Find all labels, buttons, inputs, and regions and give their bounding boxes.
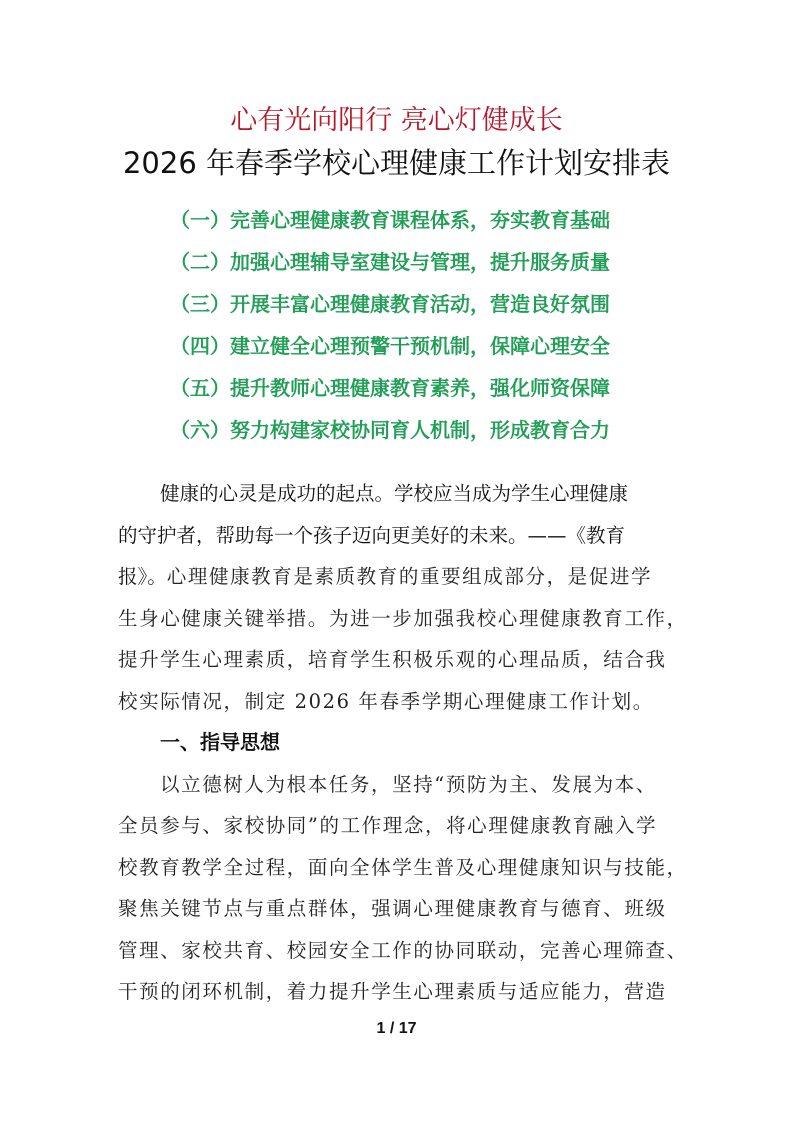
section-guiding-ideology: [118, 722, 688, 1013]
toc-item-1: （一）完善心理健康教育课程体系，夯实教育基础: [170, 208, 610, 232]
toc-item-2: （二）加强心理辅导室建设与管理，提升服务质量: [170, 250, 610, 274]
section-line-2: 全员参与、家校协同”的工作理念，将心理健康教育融入学: [118, 814, 658, 837]
section-line-1: 以立德树人为根本任务，坚持“预防为主、发展为本、: [160, 772, 657, 796]
toc-item-6: （六）努力构建家校协同育人机制，形成教育合力: [170, 418, 610, 442]
toc-item-3: （三）开展丰富心理健康教育活动，营造良好氛围: [170, 292, 610, 316]
toc-item-4: （四）建立健全心理预警干预机制，保障心理安全: [170, 334, 610, 358]
intro-line-3: 报》。: [118, 565, 167, 588]
intro-rest-line-2: 生身心健康关键举措。为进一步加强我校心理健康教育工作，: [118, 606, 688, 630]
section-line-4: 聚焦关键节点与重点群体，强调心理健康教育与德育、班级: [118, 897, 667, 920]
intro-rest-line-4: 校实际情况，制定 2026 年春季学期心理健康工作计划。: [118, 689, 654, 713]
section-line-3: 校教育教学全过程，面向全体学生普及心理健康知识与技能，: [118, 855, 688, 879]
intro-line-1: 健康的心灵是成功的起点。学校应当成为学生心理健康: [160, 482, 629, 505]
section-line-6: 干预的闭环机制，着力提升学生心理素质与适应能力，营造: [118, 980, 667, 1003]
page-title: 2026 年春季学校心理健康工作计划安排表: [122, 146, 671, 180]
intro-rest-line-3: 提升学生心理素质，培育学生积极乐观的心理品质，结合我: [118, 648, 667, 671]
section-line-5: 管理、家校共育、校园安全工作的协同联动，完善心理筛查、: [118, 938, 688, 962]
intro-paragraph: [118, 473, 688, 722]
table-of-contents: [170, 204, 670, 456]
intro-rest-line-1: 心理健康教育是素质教育的重要组成部分，是促进学: [166, 565, 653, 588]
toc-item-5: （五）提升教师心理健康教育素养，强化师资保障: [170, 376, 610, 400]
slogan: 心有光向阳行 亮心灯健成长: [230, 105, 563, 136]
intro-line-2: 的守护者，帮助每一个孩子迈向更美好的未来。——《教育: [118, 523, 626, 547]
section-heading: 一、指导思想: [160, 730, 280, 754]
page-number: 1 / 17: [376, 1020, 417, 1037]
